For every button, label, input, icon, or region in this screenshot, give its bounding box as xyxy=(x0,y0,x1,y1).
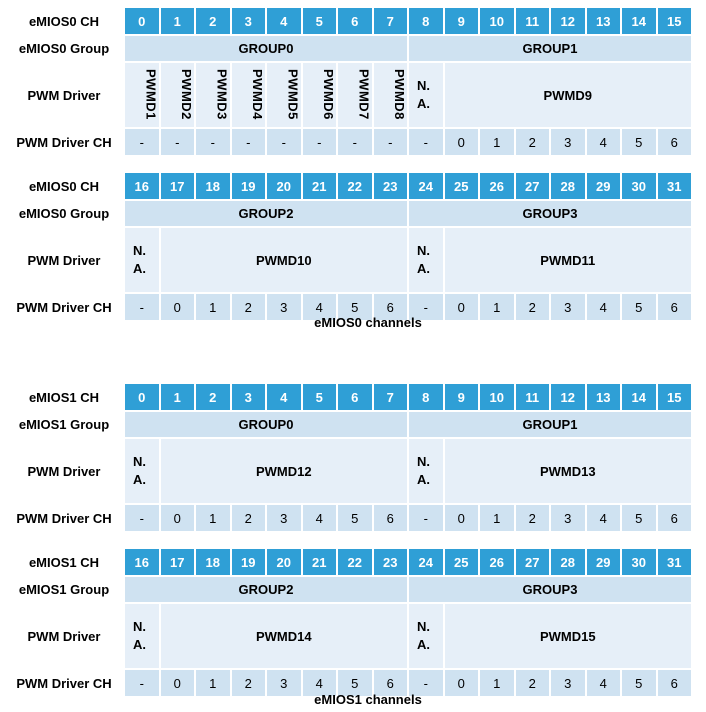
channel-cell: 23 xyxy=(374,173,408,199)
driver-ch-cell: 1 xyxy=(480,129,514,155)
row-label-driver: PWM Driver xyxy=(2,439,123,503)
emios0-table-ch16-31 xyxy=(0,171,693,322)
driver-na-cell: N. A. xyxy=(125,228,159,292)
driver-na-cell: N. A. xyxy=(409,63,443,127)
row-label-driver-ch: PWM Driver CH xyxy=(2,505,123,531)
channel-cell: 5 xyxy=(303,8,337,34)
group-row xyxy=(2,577,691,602)
channel-cell: 13 xyxy=(587,8,621,34)
driver-ch-cell: 5 xyxy=(338,505,372,531)
row-label-group: eMIOS0 Group xyxy=(2,201,123,226)
driver-cell: PWMD7 xyxy=(338,63,372,127)
emios1-table-ch0-15 xyxy=(0,382,693,533)
channel-row xyxy=(2,549,691,575)
channel-cell: 14 xyxy=(622,8,656,34)
row-label-driver-ch: PWM Driver CH xyxy=(2,294,123,320)
driver-ch-cell: 6 xyxy=(658,670,692,696)
driver-row xyxy=(2,228,691,292)
row-label-ch: eMIOS1 CH xyxy=(2,384,123,410)
driver-na-cell: N. A. xyxy=(125,604,159,668)
channel-cell: 0 xyxy=(125,384,159,410)
channel-cell: 29 xyxy=(587,173,621,199)
driver-ch-cell: 4 xyxy=(303,505,337,531)
driver-ch-cell: 2 xyxy=(516,505,550,531)
channel-cell: 1 xyxy=(161,8,195,34)
driver-cell: PWMD9 xyxy=(445,63,692,127)
driver-ch-cell: 0 xyxy=(445,129,479,155)
driver-cell: PWMD15 xyxy=(445,604,692,668)
driver-ch-cell: 0 xyxy=(445,505,479,531)
channel-cell: 28 xyxy=(551,173,585,199)
driver-ch-cell: - xyxy=(125,670,159,696)
channel-cell: 5 xyxy=(303,384,337,410)
channel-cell: 16 xyxy=(125,173,159,199)
driver-na-cell: N. A. xyxy=(409,439,443,503)
driver-ch-cell: 1 xyxy=(480,670,514,696)
driver-ch-cell: 5 xyxy=(338,670,372,696)
channel-cell: 15 xyxy=(658,384,692,410)
channel-cell: 20 xyxy=(267,549,301,575)
driver-ch-row xyxy=(2,129,691,155)
group-cell: GROUP2 xyxy=(125,201,407,226)
driver-ch-cell: 1 xyxy=(196,294,230,320)
channel-cell: 30 xyxy=(622,173,656,199)
driver-ch-cell: - xyxy=(303,129,337,155)
driver-row xyxy=(2,604,691,668)
group-cell: GROUP1 xyxy=(409,36,691,61)
row-label-driver: PWM Driver xyxy=(2,604,123,668)
driver-ch-cell: 6 xyxy=(658,129,692,155)
driver-ch-cell: 3 xyxy=(267,505,301,531)
channel-cell: 15 xyxy=(658,8,692,34)
channel-cell: 20 xyxy=(267,173,301,199)
channel-cell: 7 xyxy=(374,384,408,410)
driver-ch-cell: - xyxy=(196,129,230,155)
driver-ch-cell: 5 xyxy=(622,670,656,696)
channel-cell: 30 xyxy=(622,549,656,575)
channel-row xyxy=(2,173,691,199)
channel-cell: 21 xyxy=(303,549,337,575)
channel-cell: 31 xyxy=(658,173,692,199)
channel-cell: 8 xyxy=(409,8,443,34)
row-label-ch: eMIOS1 CH xyxy=(2,549,123,575)
group-cell: GROUP0 xyxy=(125,412,407,437)
driver-cell: PWMD1 xyxy=(125,63,159,127)
driver-ch-cell: 4 xyxy=(587,505,621,531)
driver-ch-cell: 2 xyxy=(516,129,550,155)
driver-ch-cell: - xyxy=(409,505,443,531)
driver-cell: PWMD14 xyxy=(161,604,408,668)
driver-ch-cell: - xyxy=(374,129,408,155)
driver-ch-cell: 6 xyxy=(374,670,408,696)
driver-ch-cell: 6 xyxy=(658,505,692,531)
driver-cell: PWMD12 xyxy=(161,439,408,503)
row-label-driver: PWM Driver xyxy=(2,63,123,127)
channel-cell: 25 xyxy=(445,549,479,575)
driver-ch-cell: 3 xyxy=(551,505,585,531)
channel-cell: 10 xyxy=(480,8,514,34)
channel-cell: 10 xyxy=(480,384,514,410)
channel-cell: 18 xyxy=(196,173,230,199)
emios1-table-ch16-31 xyxy=(0,547,693,698)
row-label-driver-ch: PWM Driver CH xyxy=(2,129,123,155)
channel-cell: 11 xyxy=(516,8,550,34)
channel-cell: 8 xyxy=(409,384,443,410)
channel-cell: 24 xyxy=(409,173,443,199)
driver-ch-cell: 0 xyxy=(445,670,479,696)
driver-ch-cell: 4 xyxy=(303,670,337,696)
driver-ch-cell: 2 xyxy=(516,670,550,696)
channel-cell: 14 xyxy=(622,384,656,410)
channel-cell: 22 xyxy=(338,173,372,199)
channel-cell: 17 xyxy=(161,549,195,575)
group-cell: GROUP2 xyxy=(125,577,407,602)
driver-cell: PWMD8 xyxy=(374,63,408,127)
driver-cell: PWMD4 xyxy=(232,63,266,127)
channel-cell: 17 xyxy=(161,173,195,199)
driver-ch-cell: 4 xyxy=(587,670,621,696)
group-cell: GROUP3 xyxy=(409,201,691,226)
driver-na-cell: N. A. xyxy=(125,439,159,503)
row-label-driver: PWM Driver xyxy=(2,228,123,292)
channel-cell: 27 xyxy=(516,549,550,575)
driver-cell: PWMD13 xyxy=(445,439,692,503)
group-cell: GROUP1 xyxy=(409,412,691,437)
channel-row xyxy=(2,8,691,34)
row-label-group: eMIOS1 Group xyxy=(2,412,123,437)
driver-ch-cell: 3 xyxy=(551,670,585,696)
driver-cell: PWMD2 xyxy=(161,63,195,127)
caption-emios0: eMIOS0 channels xyxy=(314,315,422,330)
driver-ch-row xyxy=(2,505,691,531)
driver-ch-cell: 5 xyxy=(622,129,656,155)
channel-cell: 4 xyxy=(267,384,301,410)
driver-ch-cell: 2 xyxy=(232,670,266,696)
driver-ch-cell: 0 xyxy=(161,294,195,320)
channel-cell: 2 xyxy=(196,8,230,34)
channel-cell: 6 xyxy=(338,384,372,410)
driver-ch-cell: 3 xyxy=(267,670,301,696)
caption-emios1: eMIOS1 channels xyxy=(314,692,422,707)
driver-ch-cell: 0 xyxy=(445,294,479,320)
driver-ch-cell: - xyxy=(409,670,443,696)
driver-na-cell: N. A. xyxy=(409,228,443,292)
channel-cell: 12 xyxy=(551,384,585,410)
channel-cell: 26 xyxy=(480,173,514,199)
driver-ch-cell: 1 xyxy=(196,505,230,531)
channel-cell: 12 xyxy=(551,8,585,34)
driver-ch-cell: 5 xyxy=(338,294,372,320)
group-cell: GROUP0 xyxy=(125,36,407,61)
channel-cell: 22 xyxy=(338,549,372,575)
channel-cell: 13 xyxy=(587,384,621,410)
driver-ch-cell: - xyxy=(125,294,159,320)
driver-ch-cell: 3 xyxy=(551,294,585,320)
channel-cell: 7 xyxy=(374,8,408,34)
driver-ch-cell: 0 xyxy=(161,670,195,696)
driver-ch-cell: 4 xyxy=(587,129,621,155)
driver-ch-cell: 1 xyxy=(480,505,514,531)
driver-ch-cell: 6 xyxy=(374,294,408,320)
driver-ch-cell: - xyxy=(409,294,443,320)
channel-cell: 3 xyxy=(232,384,266,410)
channel-cell: 21 xyxy=(303,173,337,199)
channel-cell: 11 xyxy=(516,384,550,410)
channel-cell: 1 xyxy=(161,384,195,410)
driver-ch-cell: 5 xyxy=(622,505,656,531)
channel-cell: 18 xyxy=(196,549,230,575)
driver-ch-cell: - xyxy=(267,129,301,155)
row-label-ch: eMIOS0 CH xyxy=(2,173,123,199)
driver-cell: PWMD3 xyxy=(196,63,230,127)
group-cell: GROUP3 xyxy=(409,577,691,602)
driver-ch-cell: 1 xyxy=(196,670,230,696)
group-row xyxy=(2,36,691,61)
channel-cell: 3 xyxy=(232,8,266,34)
group-row xyxy=(2,201,691,226)
channel-cell: 6 xyxy=(338,8,372,34)
channel-cell: 25 xyxy=(445,173,479,199)
driver-row xyxy=(2,63,691,127)
driver-ch-cell: 4 xyxy=(303,294,337,320)
driver-cell: PWMD10 xyxy=(161,228,408,292)
channel-cell: 4 xyxy=(267,8,301,34)
row-label-group: eMIOS0 Group xyxy=(2,36,123,61)
driver-ch-cell: 3 xyxy=(551,129,585,155)
channel-cell: 16 xyxy=(125,549,159,575)
driver-ch-cell: 2 xyxy=(232,505,266,531)
channel-cell: 31 xyxy=(658,549,692,575)
driver-ch-cell: 2 xyxy=(232,294,266,320)
channel-cell: 24 xyxy=(409,549,443,575)
driver-cell: PWMD5 xyxy=(267,63,301,127)
channel-cell: 9 xyxy=(445,8,479,34)
driver-ch-cell: 6 xyxy=(658,294,692,320)
emios0-table-ch0-15 xyxy=(0,6,693,157)
driver-ch-cell: - xyxy=(161,129,195,155)
channel-row xyxy=(2,384,691,410)
driver-ch-cell: 2 xyxy=(516,294,550,320)
driver-ch-cell: - xyxy=(232,129,266,155)
driver-ch-cell: - xyxy=(338,129,372,155)
channel-cell: 0 xyxy=(125,8,159,34)
channel-cell: 27 xyxy=(516,173,550,199)
channel-cell: 26 xyxy=(480,549,514,575)
driver-cell: PWMD11 xyxy=(445,228,692,292)
driver-ch-cell: 4 xyxy=(587,294,621,320)
channel-cell: 19 xyxy=(232,549,266,575)
row-label-ch: eMIOS0 CH xyxy=(2,8,123,34)
driver-ch-cell: - xyxy=(125,505,159,531)
channel-cell: 29 xyxy=(587,549,621,575)
channel-cell: 9 xyxy=(445,384,479,410)
row-label-group: eMIOS1 Group xyxy=(2,577,123,602)
group-row xyxy=(2,412,691,437)
driver-ch-cell: 5 xyxy=(622,294,656,320)
row-label-driver-ch: PWM Driver CH xyxy=(2,670,123,696)
driver-ch-cell: 0 xyxy=(161,505,195,531)
channel-cell: 19 xyxy=(232,173,266,199)
driver-cell: PWMD6 xyxy=(303,63,337,127)
driver-row xyxy=(2,439,691,503)
channel-cell: 2 xyxy=(196,384,230,410)
driver-ch-cell: 6 xyxy=(374,505,408,531)
channel-cell: 23 xyxy=(374,549,408,575)
driver-na-cell: N. A. xyxy=(409,604,443,668)
driver-ch-cell: 3 xyxy=(267,294,301,320)
channel-cell: 28 xyxy=(551,549,585,575)
driver-ch-cell: - xyxy=(409,129,443,155)
driver-ch-cell: 1 xyxy=(480,294,514,320)
driver-ch-cell: - xyxy=(125,129,159,155)
